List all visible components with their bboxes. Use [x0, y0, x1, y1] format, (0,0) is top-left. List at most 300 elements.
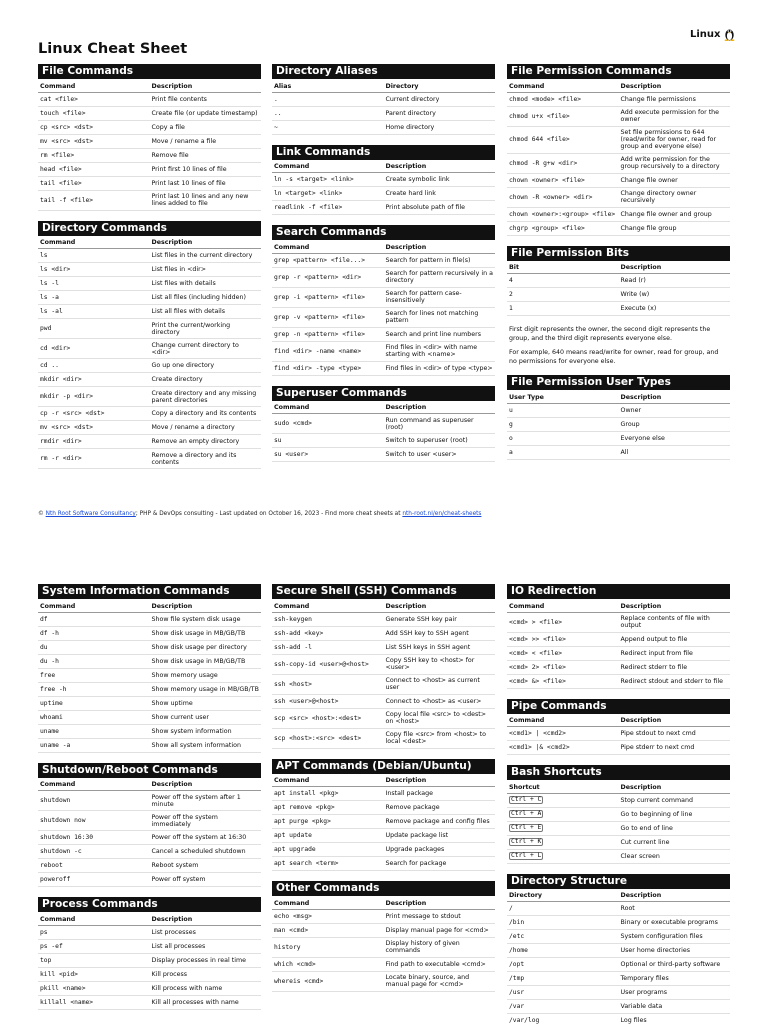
column-header: Description	[619, 601, 731, 612]
table-row	[272, 815, 495, 829]
command-cell: grep -n <pattern> <file>	[272, 327, 384, 341]
company-link[interactable]: Nth Root Software Consultancy	[45, 511, 136, 517]
keyboard-shortcut: Ctrl + L	[511, 852, 542, 859]
table-header-row	[38, 601, 261, 612]
section-file-permission-user-types	[507, 375, 730, 460]
description-cell: Go up one directory	[150, 359, 262, 373]
description-cell: Print first 10 lines of file	[150, 162, 262, 176]
note-text: First digit represents the owner, the second digit represents the group, and the third digit represents everyone else.	[509, 326, 711, 342]
table-row	[507, 793, 730, 807]
section-other-commands	[272, 881, 495, 992]
table-row	[507, 92, 730, 106]
column-header: Command	[272, 242, 384, 253]
table-row	[38, 682, 261, 696]
description-cell: All	[619, 445, 731, 459]
table-row	[38, 640, 261, 654]
keyboard-shortcut: Ctrl + C	[511, 796, 542, 803]
table-header-row	[507, 263, 730, 274]
description-cell: Show disk usage in MB/GB/TB	[150, 626, 262, 640]
table-row	[272, 201, 495, 215]
command-cell: grep -r <pattern> <dir>	[272, 267, 384, 287]
command-cell: o	[507, 431, 619, 445]
description-cell: Create directory and any missing parent directories	[150, 387, 262, 407]
column-3-top	[507, 64, 730, 470]
table-row	[507, 187, 730, 207]
table-row	[38, 654, 261, 668]
section-table	[507, 782, 730, 864]
section-table	[507, 263, 730, 317]
command-cell: reboot	[38, 859, 150, 873]
command-cell: /etc	[507, 930, 619, 944]
description-cell: Kill process with name	[150, 981, 262, 995]
column-header: Description	[384, 601, 496, 612]
section-table	[38, 81, 261, 211]
section-table	[272, 81, 495, 135]
description-cell: Home directory	[384, 120, 496, 134]
table-row	[38, 696, 261, 710]
command-cell: cat <file>	[38, 92, 150, 106]
table-row	[272, 307, 495, 327]
table-row	[507, 153, 730, 173]
section-title: Bash Shortcuts	[507, 765, 730, 780]
column-header: Command	[272, 162, 384, 173]
command-cell: grep <pattern> <file...>	[272, 253, 384, 267]
column-header: Description	[150, 81, 262, 92]
table-row	[38, 162, 261, 176]
section-table	[272, 403, 495, 463]
table-header-row	[272, 898, 495, 909]
column-header: Shortcut	[507, 782, 619, 793]
command-cell	[507, 849, 619, 863]
section-system-information	[38, 584, 261, 753]
table-row	[272, 694, 495, 708]
command-cell: scp <host>:<src> <dest>	[272, 728, 384, 748]
section-table	[38, 238, 261, 470]
command-cell: g	[507, 417, 619, 431]
column-header: Command	[38, 780, 150, 791]
table-row	[507, 403, 730, 417]
table-row	[38, 981, 261, 995]
command-cell: a	[507, 445, 619, 459]
description-cell: Show current user	[150, 710, 262, 724]
description-cell: Redirect stdout and stderr to file	[619, 674, 731, 688]
command-cell: scp <src> <host>:<dest>	[272, 708, 384, 728]
description-cell: Binary or executable programs	[619, 916, 731, 930]
command-cell: sudo <cmd>	[272, 414, 384, 434]
table-row	[507, 417, 730, 431]
section-table	[507, 891, 730, 1024]
description-cell: Move / rename a file	[150, 134, 262, 148]
description-cell: Change file owner	[619, 173, 731, 187]
command-cell: ls	[38, 249, 150, 263]
command-cell: chown <owner> <file>	[507, 173, 619, 187]
table-row	[38, 106, 261, 120]
table-row	[272, 448, 495, 462]
description-cell: Stop current command	[619, 793, 731, 807]
table-row	[38, 626, 261, 640]
column-header: Description	[150, 238, 262, 249]
description-cell: Set file permissions to 644 (read/write for owner, read for group and everyone else)	[619, 126, 731, 153]
section-title: Directory Structure	[507, 874, 730, 889]
command-cell: .	[272, 92, 384, 106]
command-cell: <cmd> >> <file>	[507, 632, 619, 646]
table-row	[507, 302, 730, 316]
command-cell: poweroff	[38, 873, 150, 887]
section-title: File Permission Commands	[507, 64, 730, 79]
table-row	[38, 120, 261, 134]
section-directory-structure	[507, 874, 730, 1024]
section-table	[272, 242, 495, 376]
table-row	[38, 339, 261, 359]
column-header: Description	[384, 776, 496, 787]
command-cell: grep -v <pattern> <file>	[272, 307, 384, 327]
command-cell: ls -l	[38, 277, 150, 291]
section-table	[38, 601, 261, 753]
section-file-commands	[38, 64, 261, 211]
table-row	[272, 414, 495, 434]
description-cell: Remove package	[384, 801, 496, 815]
description-cell: Search for pattern in file(s)	[384, 253, 496, 267]
table-row	[272, 728, 495, 748]
column-1-top	[38, 64, 261, 479]
table-row	[38, 612, 261, 626]
table-header-row	[272, 403, 495, 414]
table-row	[38, 738, 261, 752]
description-cell: List files in <dir>	[150, 263, 262, 277]
command-cell: u	[507, 403, 619, 417]
table-row	[38, 319, 261, 339]
table-row	[272, 674, 495, 694]
description-cell: Kill process	[150, 967, 262, 981]
command-cell: ~	[272, 120, 384, 134]
section-title: Directory Commands	[38, 221, 261, 236]
command-cell: man <cmd>	[272, 923, 384, 937]
table-header-row	[507, 782, 730, 793]
description-cell: Remove package and config files	[384, 815, 496, 829]
section-directory-aliases	[272, 64, 495, 135]
table-row	[507, 660, 730, 674]
table-row	[507, 835, 730, 849]
description-cell: Change file permissions	[619, 92, 731, 106]
command-cell: /usr	[507, 986, 619, 1000]
description-cell: Kill all processes with name	[150, 995, 262, 1009]
table-row	[507, 1014, 730, 1024]
description-cell: Show uptime	[150, 696, 262, 710]
table-row	[507, 674, 730, 688]
section-search-commands	[272, 225, 495, 376]
table-row	[507, 646, 730, 660]
note-text: For example, 640 means read/write for owner, read for group, and no permissions for everyone else.	[509, 349, 719, 365]
section-file-permission-bits	[507, 246, 730, 367]
description-cell: Upgrade packages	[384, 843, 496, 857]
description-cell: Show memory usage in MB/GB/TB	[150, 682, 262, 696]
table-row	[272, 187, 495, 201]
command-cell: ssh-keygen	[272, 612, 384, 626]
table-header-row	[507, 891, 730, 902]
description-cell: Change directory owner recursively	[619, 187, 731, 207]
command-cell: readlink -f <file>	[272, 201, 384, 215]
table-row	[507, 288, 730, 302]
table-header-row	[272, 162, 495, 173]
table-row	[507, 106, 730, 126]
section-apt-commands	[272, 759, 495, 872]
table-header-row	[507, 601, 730, 612]
description-cell: Show disk usage per directory	[150, 640, 262, 654]
column-2-bottom	[272, 584, 495, 1002]
command-cell: mv <src> <dst>	[38, 134, 150, 148]
description-cell: Copy file <src> from <host> to local <dest>	[384, 728, 496, 748]
command-cell: pkill <name>	[38, 981, 150, 995]
description-cell: Create directory	[150, 373, 262, 387]
table-row	[507, 930, 730, 944]
command-cell: whereis <cmd>	[272, 971, 384, 991]
description-cell: Redirect input from file	[619, 646, 731, 660]
description-cell: Optional or third-party software	[619, 958, 731, 972]
section-table	[507, 601, 730, 689]
command-cell	[507, 807, 619, 821]
command-cell: free -h	[38, 682, 150, 696]
table-row	[272, 612, 495, 626]
table-header-row	[38, 238, 261, 249]
description-cell: Show system information	[150, 724, 262, 738]
table-row	[38, 831, 261, 845]
section-file-permission-commands	[507, 64, 730, 236]
table-row	[272, 857, 495, 871]
command-cell: ps -ef	[38, 939, 150, 953]
command-cell: <cmd1> | <cmd2>	[507, 727, 619, 741]
description-cell: Read (r)	[619, 274, 731, 288]
table-row	[272, 327, 495, 341]
command-cell: chgrp <group> <file>	[507, 221, 619, 235]
column-header: User Type	[507, 392, 619, 403]
section-title: Search Commands	[272, 225, 495, 240]
table-row	[507, 807, 730, 821]
description-cell: Copy local file <src> to <dest> on <host>	[384, 708, 496, 728]
table-row	[272, 361, 495, 375]
command-cell: <cmd> &> <file>	[507, 674, 619, 688]
description-cell: Find files in <dir> of type <type>	[384, 361, 496, 375]
description-cell: Parent directory	[384, 106, 496, 120]
table-header-row	[272, 601, 495, 612]
command-cell: apt search <term>	[272, 857, 384, 871]
section-title: Secure Shell (SSH) Commands	[272, 584, 495, 599]
table-row	[507, 986, 730, 1000]
section-title: File Permission Bits	[507, 246, 730, 261]
description-cell: Power off the system after 1 minute	[150, 791, 262, 811]
table-row	[38, 953, 261, 967]
section-link-commands	[272, 145, 495, 216]
table-row	[507, 445, 730, 459]
column-header: Command	[272, 601, 384, 612]
command-cell: mkdir <dir>	[38, 373, 150, 387]
command-cell: apt install <pkg>	[272, 787, 384, 801]
command-cell: df -h	[38, 626, 150, 640]
command-cell: uptime	[38, 696, 150, 710]
command-cell	[507, 793, 619, 807]
command-cell: history	[272, 937, 384, 957]
command-cell: uname -a	[38, 738, 150, 752]
description-cell: Show file system disk usage	[150, 612, 262, 626]
command-cell: <cmd1> |& <cmd2>	[507, 741, 619, 755]
command-cell: which <cmd>	[272, 957, 384, 971]
command-cell: whoami	[38, 710, 150, 724]
command-cell: ssh-add <key>	[272, 626, 384, 640]
command-cell: su	[272, 434, 384, 448]
column-header: Description	[619, 81, 731, 92]
description-cell: Execute (x)	[619, 302, 731, 316]
command-cell: apt remove <pkg>	[272, 801, 384, 815]
table-row	[272, 957, 495, 971]
table-row	[38, 263, 261, 277]
description-cell: Display processes in real time	[150, 953, 262, 967]
table-row	[38, 134, 261, 148]
command-cell: ls <dir>	[38, 263, 150, 277]
table-row	[272, 253, 495, 267]
table-row	[272, 801, 495, 815]
command-cell: pwd	[38, 319, 150, 339]
table-row	[38, 421, 261, 435]
command-cell: 2	[507, 288, 619, 302]
command-cell: cp -r <src> <dst>	[38, 407, 150, 421]
command-cell: rmdir <dir>	[38, 435, 150, 449]
section-table	[272, 162, 495, 216]
command-cell: /tmp	[507, 972, 619, 986]
table-row	[38, 277, 261, 291]
column-header: Directory	[507, 891, 619, 902]
description-cell: List all files with details	[150, 305, 262, 319]
description-cell: Add SSH key to SSH agent	[384, 626, 496, 640]
section-title: Directory Aliases	[272, 64, 495, 79]
table-row	[272, 341, 495, 361]
column-header: Description	[619, 392, 731, 403]
table-row	[507, 173, 730, 187]
description-cell: Log files	[619, 1014, 731, 1024]
command-cell: chmod <mode> <file>	[507, 92, 619, 106]
tux-penguin-icon	[724, 27, 735, 41]
table-row	[272, 626, 495, 640]
column-header: Description	[150, 914, 262, 925]
table-row	[38, 359, 261, 373]
command-cell: <cmd> 2> <file>	[507, 660, 619, 674]
description-cell: List all processes	[150, 939, 262, 953]
table-row	[507, 274, 730, 288]
command-cell: apt update	[272, 829, 384, 843]
description-cell: Show memory usage	[150, 668, 262, 682]
table-row	[38, 387, 261, 407]
table-row	[507, 741, 730, 755]
command-cell: <cmd> > <file>	[507, 612, 619, 632]
column-header: Command	[507, 601, 619, 612]
section-title: File Permission User Types	[507, 375, 730, 390]
command-cell: shutdown 16:30	[38, 831, 150, 845]
section-title: Other Commands	[272, 881, 495, 896]
description-cell: Change file owner and group	[619, 207, 731, 221]
table-row	[507, 821, 730, 835]
table-header-row	[507, 716, 730, 727]
command-cell: ln <target> <link>	[272, 187, 384, 201]
table-row	[507, 221, 730, 235]
table-row	[272, 640, 495, 654]
command-cell: rm -r <dir>	[38, 449, 150, 469]
table-row	[272, 787, 495, 801]
page-title: Linux Cheat Sheet	[38, 41, 188, 57]
command-cell	[507, 835, 619, 849]
table-row	[272, 267, 495, 287]
description-cell: Go to end of line	[619, 821, 731, 835]
description-cell: Go to beginning of line	[619, 807, 731, 821]
section-title: File Commands	[38, 64, 261, 79]
column-header: Description	[619, 716, 731, 727]
description-cell: User home directories	[619, 944, 731, 958]
table-row	[507, 972, 730, 986]
section-process-commands	[38, 897, 261, 1010]
command-cell	[507, 821, 619, 835]
description-cell: Print file contents	[150, 92, 262, 106]
command-cell: find <dir> -type <type>	[272, 361, 384, 375]
keyboard-shortcut: Ctrl + K	[511, 838, 542, 845]
table-row	[507, 431, 730, 445]
table-row	[38, 435, 261, 449]
section-table	[507, 392, 730, 460]
description-cell: Pipe stderr to next cmd	[619, 741, 731, 755]
column-header: Description	[619, 263, 731, 274]
description-cell: List all files (including hidden)	[150, 291, 262, 305]
table-row	[272, 971, 495, 991]
table-row	[38, 373, 261, 387]
command-cell: su <user>	[272, 448, 384, 462]
table-row	[38, 190, 261, 210]
table-row	[38, 176, 261, 190]
command-cell: tail <file>	[38, 176, 150, 190]
command-cell: shutdown now	[38, 811, 150, 831]
column-header: Command	[272, 403, 384, 414]
table-header-row	[38, 780, 261, 791]
table-header-row	[272, 776, 495, 787]
command-cell: df	[38, 612, 150, 626]
table-row	[38, 449, 261, 469]
section-title: Process Commands	[38, 897, 261, 912]
description-cell: Root	[619, 902, 731, 916]
command-cell: grep -i <pattern> <file>	[272, 287, 384, 307]
description-cell: Display manual page for <cmd>	[384, 923, 496, 937]
cheat-sheets-link[interactable]: nth-root.nl/en/cheat-sheets	[402, 511, 482, 517]
command-cell: top	[38, 953, 150, 967]
footer	[38, 511, 481, 517]
table-row	[272, 909, 495, 923]
table-row	[38, 668, 261, 682]
column-header: Command	[38, 601, 150, 612]
table-header-row	[38, 914, 261, 925]
description-cell: Everyone else	[619, 431, 731, 445]
table-row	[38, 845, 261, 859]
column-header: Description	[619, 891, 731, 902]
command-cell: ..	[272, 106, 384, 120]
description-cell: Search for package	[384, 857, 496, 871]
section-table	[272, 776, 495, 872]
section-table	[38, 914, 261, 1010]
section-table	[272, 601, 495, 749]
column-header: Description	[384, 403, 496, 414]
command-cell: 1	[507, 302, 619, 316]
table-row	[507, 944, 730, 958]
command-cell: chown <owner>:<group> <file>	[507, 207, 619, 221]
command-cell: /bin	[507, 916, 619, 930]
command-cell: killall <name>	[38, 995, 150, 1009]
column-header: Description	[619, 782, 731, 793]
table-row	[38, 407, 261, 421]
command-cell: chmod -R g+w <dir>	[507, 153, 619, 173]
description-cell: System configuration files	[619, 930, 731, 944]
